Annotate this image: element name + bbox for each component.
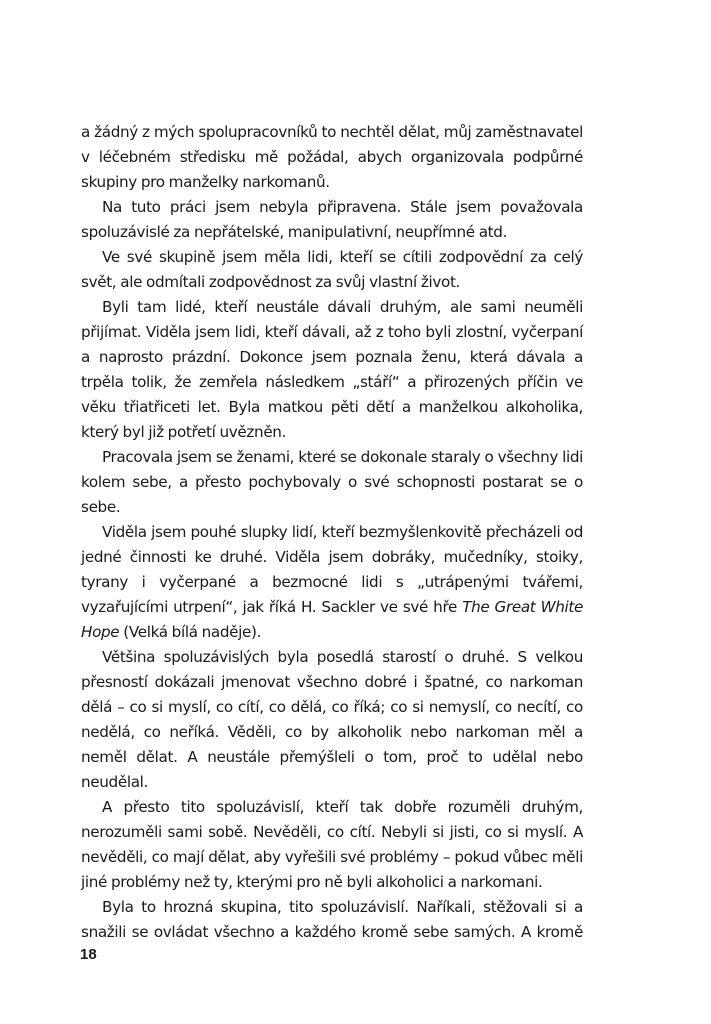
paragraph-with-title	[81, 520, 583, 645]
paragraph: Na tuto práci jsem nebyla připravena. Stále jsem považovala spoluzávislé za nepřátelské, manipulativní, neupřímné atd.	[81, 198, 583, 241]
body-text	[81, 120, 583, 945]
page-number: 18	[80, 946, 97, 963]
paragraph: Většina spoluzávislých byla posedlá starostí o druhé. S velkou přesností dokázali jmenovat všechno dobré i špatné, co narkoman dělá – co si myslí, co cítí, co dělá, co říká; co si nemyslí, co necítí, co nedělá, co neříká. Věděli, co by alkoholik nebo narkoman měl a neměl dělat. A neustále přemýšleli o tom, proč to udělal nebo neudělal.	[81, 648, 583, 791]
paragraph: Pracovala jsem se ženami, které se dokonale staraly o všechny lidi kolem sebe, a přesto pochybovaly o své schopnosti postarat se o sebe.	[81, 448, 583, 516]
paragraph-continuation: a žádný z mých spolupracovníků to nechtěl dělat, můj zaměstnavatel v léčebném středisku mě požádal, abych organizovala podpůrné skupiny pro manželky narkomanů.	[81, 123, 583, 191]
paragraph: Ve své skupině jsem měla lidi, kteří se cítili zodpovědní za celý svět, ale odmítali zodpovědnost za svůj vlastní život.	[81, 248, 583, 291]
paragraph-continues: Byla to hrozná skupina, tito spoluzávislí. Naříkali, stěžovali si a snažili se ovládat všechno a každého kromě sebe samých. A kromě	[81, 898, 583, 941]
paragraph-text: Viděla jsem pouhé slupky lidí, kteří bezmyšlenkovitě přecházeli od jedné činnosti ke druhé. Viděla jsem dobráky, mučedníky, stoiky, tyrany i vyčerpané a bezmocné lidi s „utrápenými tvářemi, vyzařujícími utrpení“, jak říká H. Sackler ve své hře	[81, 523, 583, 616]
paragraph: Byli tam lidé, kteří neustále dávali druhým, ale sami neuměli přijímat. Viděla jsem lidi, kteří dávali, až z toho byli zlostní, vyčerpaní a naprosto prázdní. Dokonce jsem poznala ženu, která dávala a trpěla tolik, že zemřela následkem „stáří“ a přirozených příčin ve věku třiatřiceti let. Byla matkou pěti dětí a manželkou alkoholika, který byl již potřetí uvězněn.	[81, 298, 583, 441]
play-title: The Great White Hope	[81, 598, 583, 641]
paragraph: A přesto tito spoluzávislí, kteří tak dobře rozuměli druhým, nerozuměli sami sobě. Nevěděli, co cítí. Nebyli si jisti, co si myslí. A nevěděli, co mají dělat, aby vyřešili své problémy – pokud vůbec měli jiné problémy než ty, kterými pro ně byli alkoholici a narkomani.	[81, 798, 583, 891]
paragraph-text: (Velká bílá naděje).	[119, 623, 262, 641]
